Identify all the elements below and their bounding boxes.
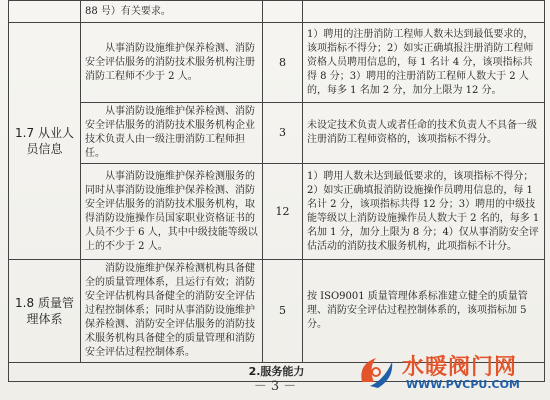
category-cell-1-8: 1.8 质量管理体系 xyxy=(9,260,81,363)
rule-cell: 1）聘用人数未达到最低要求的，该项指标不得分；2）如实正确填报消防设施操作员聘用信息的，每 1 名计 2 分，该项指标共得 12 分；3）聘用的中级技能等级以上消防设施操作员人数大于 2 名的，每多 1 名加 1 分，加分上限为 8 分；4）仅从事消防安全评估活动的消防技术服务机构，此项指标不计分。 xyxy=(303,164,545,260)
criterion-cell: 从事消防设施维护保养检测、消防安全评估服务的消防技术服务机构企业技术负责人由一级注册消防工程师担任。 xyxy=(81,103,263,164)
section-heading: 2.服务能力 xyxy=(9,363,545,382)
watermark xyxy=(354,350,544,394)
watermark-url: WWW.PVCPU.COM xyxy=(406,378,520,391)
watermark-logo-icon xyxy=(354,352,398,392)
criterion-cell: 从事消防设施维护保养检测、消防安全评估服务的消防技术服务机构注册消防工程师不少于 2 人。 xyxy=(81,23,263,103)
rule-cell: 按 ISO9001 质量管理体系标准建立健全的质量管理、消防安全评估过程控制体系的，该项指标加 5 分。 xyxy=(303,260,545,363)
category-cell-1-7: 1.7 从业人员信息 xyxy=(9,23,81,260)
points-cell: 12 xyxy=(263,164,303,260)
evaluation-table xyxy=(8,0,545,382)
points-cell: 3 xyxy=(263,103,303,164)
watermark-text: 水暖阀门网 xyxy=(402,355,518,380)
rule-cell: 未设定技术负责人或者任命的技术负责人不具备一级注册消防工程师资格的，该项指标不得分。 xyxy=(303,103,545,164)
table-row xyxy=(9,1,545,23)
rule-cell: 1）聘用的注册消防工程师人数未达到最低要求的，该项指标不得分；2）如实正确填报注册消防工程师资格人员聘用信息的，每 1 名计 4 分，该项指标共得 8 分；3）聘用的注册消防工程师人数大于 2 人的，每多 1 名加 2 分，加分上限为 12 分。 xyxy=(303,23,545,103)
table-row xyxy=(9,164,545,260)
table-row xyxy=(9,23,545,103)
criterion-cell: 消防设施维护保养检测机构具备健全的质量管理体系，且运行有效；消防安全评估机构具备健全的消防安全评估过程控制体系；同时从事消防设施维护保养检测、消防安全评估服务的消防技术服务机构具备健全的质量管理和消防安全评估过程控制体系。 xyxy=(81,260,263,363)
table-row xyxy=(9,260,545,363)
table-row xyxy=(9,103,545,164)
page-number: － 3 － xyxy=(253,379,297,394)
criterion-cell: 从事消防设施维护保养检测服务的同时从事消防设施维护保养检测、消防安全评估服务的消防技术服务机构，取得消防设施操作员国家职业资格证书的人员不少于 6 人，其中中级技能等级以上的不少于 2 人。 xyxy=(81,164,263,260)
points-cell: 5 xyxy=(263,260,303,363)
criterion-cell: 88 号）有关要求。 xyxy=(81,1,263,23)
points-cell: 8 xyxy=(263,23,303,103)
